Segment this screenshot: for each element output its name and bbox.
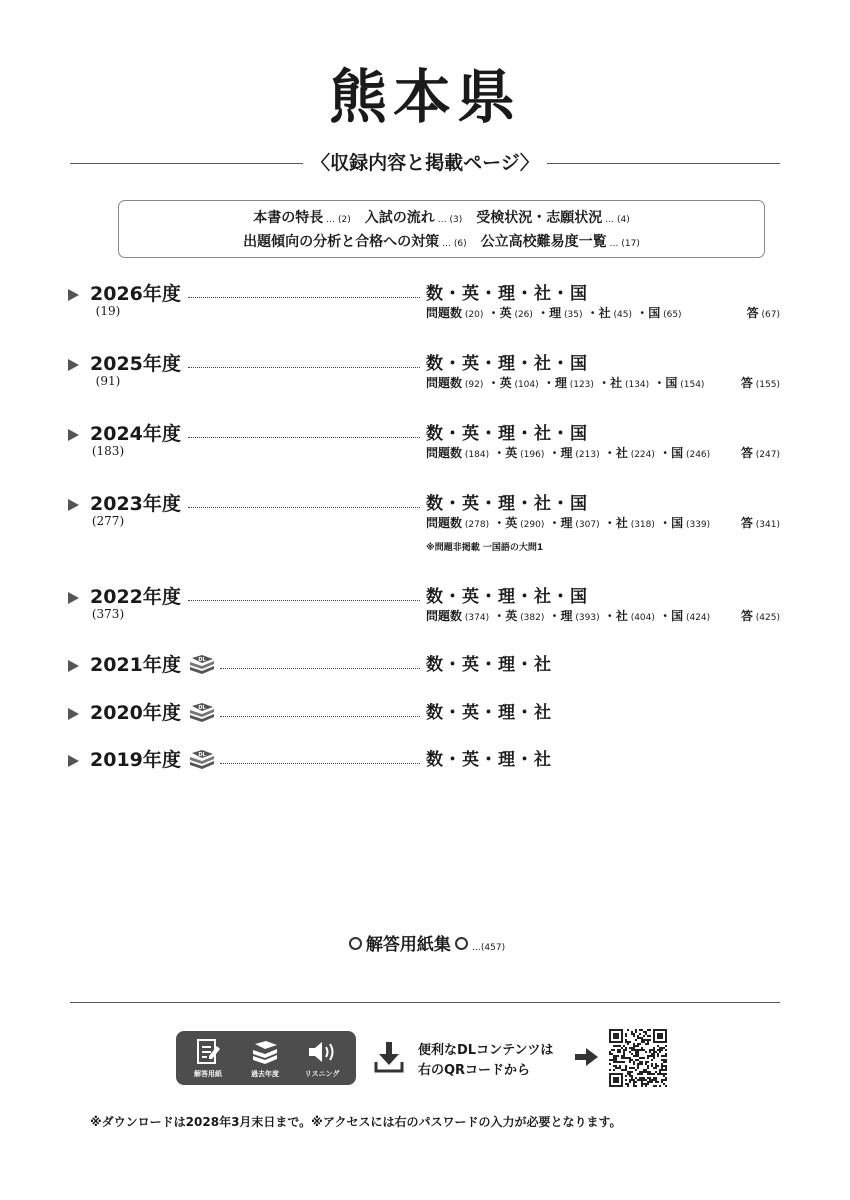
detail-subject: 英 [499,376,512,390]
detail-subject: 国 [671,446,684,460]
answer-sheet-icon [180,1037,236,1067]
page-title: 熊本県 [328,63,521,131]
detail-page: (35) [561,310,583,320]
detail-sep: ・ [649,376,666,390]
download-book-icon [188,654,216,674]
subject-pages [426,304,682,321]
dl-text-line-1: 便利なDLコンテンツは [418,1043,554,1058]
qr-code-icon[interactable] [607,1027,669,1093]
dl-item-answer-sheets[interactable] [180,1037,236,1079]
year-label: 2025年度 [90,353,181,375]
intro-dots: … [439,239,454,249]
intro-label: 出題傾向の分析と合格への対策 [243,234,440,250]
triangle-bullet-icon [68,289,79,301]
detail-page: (278) [462,520,490,530]
detail-subject: 国 [671,609,684,623]
answer-sheet-entry[interactable] [0,930,850,955]
dotted-leader [188,600,420,601]
detail-prefix: 問題 [426,306,451,320]
triangle-bullet-icon [68,755,79,767]
answer-page [741,444,780,461]
answer-label: 答 [740,376,753,390]
detail-subject: 理 [560,446,573,460]
dotted-leader [220,668,420,669]
dotted-leader [188,367,420,368]
answer-page [741,514,780,531]
triangle-bullet-icon [68,592,79,604]
svg-text:DL: DL [198,705,206,711]
detail-page: (424) [683,613,711,623]
detail-sep: ・ [654,446,672,460]
detail-page: (65) [660,310,682,320]
detail-page: (290) [517,520,545,530]
year-label: 2019年度 [90,749,181,771]
detail-page: (213) [572,450,600,460]
intro-dots: … [434,215,450,225]
subject-pages [426,374,704,391]
answer-page-number: (247) [752,450,780,460]
detail-sep: ・ [593,376,611,390]
detail-page: (224) [627,450,655,460]
answer-page-number: (67) [758,310,780,320]
intro-label: 公立高校難易度一覧 [480,234,607,250]
answer-page-number: (341) [752,520,780,530]
detail-subject: 国 [671,516,684,530]
detail-subject: 社 [615,516,628,530]
dotted-leader [220,716,420,717]
detail-subject: 数 [450,446,463,460]
detail-page: (318) [627,520,655,530]
detail-sep: ・ [483,306,500,320]
intro-line-1 [118,207,765,227]
year-label: 2022年度 [90,586,181,608]
detail-sep: ・ [582,306,599,320]
dotted-leader [220,763,420,764]
dotted-leader [188,297,420,298]
dl-item-past-years[interactable] [237,1037,293,1079]
answer-sheet-dots: … [471,943,481,953]
answer-label: 答 [740,516,753,530]
answer-sheet-page: (457) [480,943,506,953]
year-row[interactable] [68,651,788,681]
answer-sheet-label: 解答用紙集 [365,935,451,955]
answer-label: 答 [740,446,753,460]
detail-page: (20) [462,310,484,320]
detail-page: (393) [572,613,600,623]
detail-page: (196) [517,450,545,460]
intro-page: (17) [621,239,640,249]
detail-subject: 英 [505,516,518,530]
triangle-bullet-icon [68,660,79,672]
year-row[interactable] [68,699,788,729]
detail-subject: 社 [615,609,628,623]
detail-subject: 数 [450,376,463,390]
detail-subject: 英 [505,446,518,460]
detail-subject: 国 [665,376,678,390]
detail-sep: ・ [599,516,616,530]
triangle-bullet-icon [68,429,79,441]
triangle-bullet-icon [68,359,79,371]
year-label: 2021年度 [90,654,181,676]
detail-subject: 理 [560,516,573,530]
year-start-page: (277) [91,514,125,528]
intro-gap [351,210,365,226]
dl-item-label: 過去年度 [251,1070,279,1078]
subjects-list: 数・英・理・社 [426,750,552,770]
detail-sep: ・ [483,376,500,390]
section-subtitle [0,150,850,176]
detail-subject: 理 [560,609,573,623]
year-label: 2026年度 [90,283,181,305]
detail-sep: ・ [544,516,561,530]
year-start-page: (373) [91,607,125,621]
detail-sep: ・ [544,446,561,460]
subjects-list: 数・英・理・社・国 [426,424,588,444]
intro-page: (3) [449,215,463,225]
detail-subject: 理 [554,376,567,390]
subjects-list: 数・英・理・社 [426,703,552,723]
detail-sep: ・ [599,609,616,623]
detail-page: (154) [677,380,705,390]
dl-text-line-2: 右のQRコードから [418,1063,531,1078]
intro-dots: … [606,239,622,249]
year-row[interactable] [68,746,788,776]
year-start-page: (19) [95,304,121,318]
detail-page: (92) [462,380,484,390]
intro-page: (4) [616,215,630,225]
detail-subject: 英 [499,306,512,320]
subjects-list: 数・英・理・社 [426,655,552,675]
detail-subject: 英 [505,609,518,623]
dotted-leader [188,437,420,438]
year-note: ※問題非掲載 一国語の大問1 [426,543,544,553]
detail-sep: ・ [489,609,506,623]
intro-label: 受検状況・志願状況 [476,210,603,226]
detail-subject: 数 [450,516,463,530]
year-label: 2020年度 [90,702,181,724]
answer-page-number: (155) [752,380,780,390]
subjects-list: 数・英・理・社・国 [426,587,588,607]
dl-description [418,1041,553,1081]
dotted-leader [188,507,420,508]
intro-dots: … [602,215,617,225]
triangle-bullet-icon [68,708,79,720]
detail-page: (404) [627,613,655,623]
detail-sep: ・ [544,609,561,623]
answer-page [747,304,780,321]
intro-label: 本書の特長 [253,210,324,226]
triangle-bullet-icon [68,499,79,511]
detail-page: (134) [622,380,650,390]
svg-text:DL: DL [198,657,206,663]
detail-subject: 国 [648,306,661,320]
detail-subject: 社 [615,446,628,460]
detail-sep: ・ [489,446,506,460]
detail-sep: ・ [632,306,649,320]
detail-page: (307) [572,520,600,530]
detail-page: (123) [566,380,594,390]
detail-page: (104) [511,380,539,390]
detail-page: (246) [683,450,711,460]
year-label: 2023年度 [90,493,181,515]
intro-line-2 [118,231,765,251]
detail-sep: ・ [654,516,672,530]
intro-gap [467,234,481,250]
detail-page: (45) [610,310,633,320]
subjects-list: 数・英・理・社・国 [426,284,588,304]
subject-pages [426,607,710,624]
detail-prefix: 問題 [426,376,451,390]
disc-icon [349,937,362,950]
disc-icon [455,937,468,950]
detail-page: (382) [517,613,545,623]
detail-prefix: 問題 [426,609,451,623]
detail-subject: 数 [450,306,463,320]
answer-label: 答 [746,306,759,320]
download-book-icon [188,702,216,722]
detail-subject: 数 [450,609,463,623]
arrow-right-icon [575,1048,599,1070]
subjects-list: 数・英・理・社・国 [426,494,588,514]
dl-content-panel[interactable] [176,1031,356,1085]
download-book-icon [188,749,216,769]
detail-page: (339) [683,520,711,530]
dl-item-listening[interactable] [294,1037,350,1079]
intro-page: (6) [453,239,467,249]
detail-page: (26) [511,310,533,320]
detail-sep: ・ [532,306,550,320]
subjects-list: 数・英・理・社・国 [426,354,588,374]
download-icon [374,1040,404,1078]
year-label: 2024年度 [90,423,181,445]
year-start-page: (91) [95,374,121,388]
intro-label: 入試の流れ [364,210,435,226]
detail-prefix: 問題 [426,446,451,460]
speaker-icon [294,1037,350,1067]
footer-rule [70,1002,780,1003]
answer-label: 答 [740,609,753,623]
dl-item-label: 解答用紙 [194,1070,222,1078]
answer-page-number: (425) [752,613,780,623]
answer-page [741,607,780,624]
subject-pages [426,444,710,461]
intro-gap [462,210,476,226]
detail-subject: 社 [598,306,611,320]
subject-pages [426,514,710,531]
svg-text:DL: DL [198,752,206,758]
detail-page: (374) [462,613,490,623]
intro-dots: … [323,215,338,225]
detail-prefix: 問題 [426,516,451,530]
answer-page [741,374,780,391]
subtitle-text: 〈収録内容と掲載ページ〉 [303,152,547,174]
year-start-page: (183) [91,444,125,458]
intro-page: (2) [338,215,351,225]
detail-sep: ・ [538,376,555,390]
detail-sep: ・ [654,609,672,623]
detail-subject: 社 [610,376,623,390]
detail-sep: ・ [599,446,616,460]
detail-page: (184) [462,450,490,460]
footnote: ※ダウンロードは2028年3月末日まで。※アクセスには右のパスワードの入力が必要となります。 [90,1115,622,1129]
books-icon [237,1037,293,1067]
detail-subject: 理 [549,306,562,320]
detail-sep: ・ [489,516,506,530]
dl-item-label: リスニング [304,1070,340,1078]
